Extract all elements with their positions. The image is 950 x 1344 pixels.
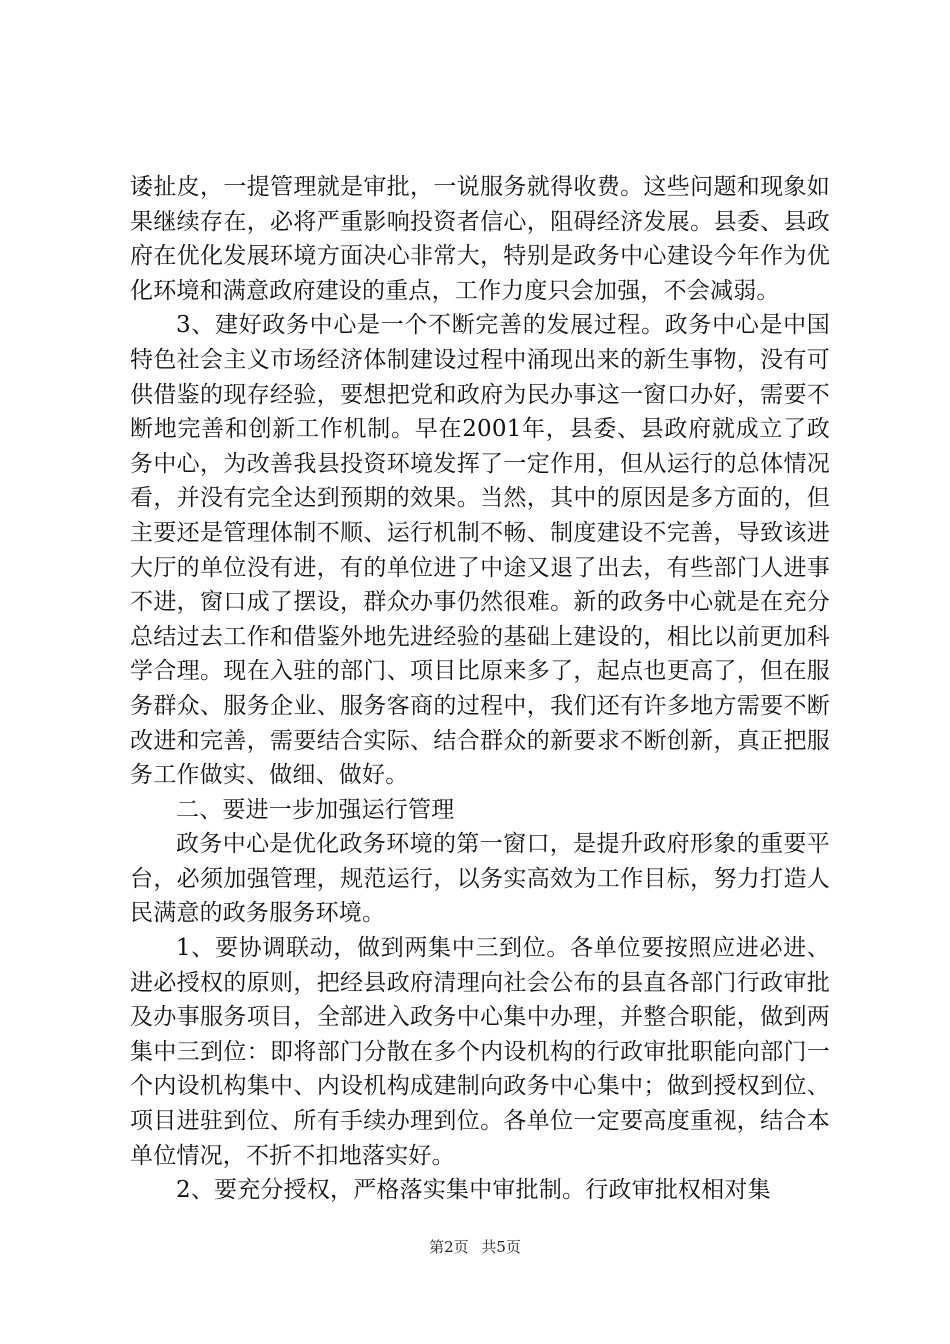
paragraph-section-intro: 政务中心是优化政务环境的第一窗口，是提升政府形象的重要平台，必须加强管理，规范运行，以务实高效为工作目标，努力打造人民满意的政务服务环境。 bbox=[130, 831, 830, 927]
page-footer bbox=[0, 1236, 950, 1257]
paragraph-point-1: 1、要协调联动，做到两集中三到位。各单位要按照应进必进、进必授权的原则，把经县政府清理向社会公布的县直各部门行政审批及办事服务项目，全部进入政务中心集中办理，并整合职能，做到两集中三到位：即将部门分散在多个内设机构的行政审批职能向部门一个内设机构集中、内设机构成建制向政务中心集中；做到授权到位、项目进驻到位、所有手续办理到位。各单位一定要高度重视，结合本单位情况，不折不扣地落实好。 bbox=[130, 935, 830, 1169]
page-number: 第2页 bbox=[429, 1238, 469, 1256]
section-heading: 二、要进一步加强运行管理 bbox=[176, 796, 455, 823]
document-body bbox=[130, 170, 830, 1208]
paragraph-point-3: 3、建好政务中心是一个不断完善的发展过程。政务中心是中国特色社会主义市场经济体制建设过程中涌现出来的新生事物，没有可供借鉴的现存经验，要想把党和政府为民办事这一窗口办好，需要不断地完善和创新工作机制。早在2001年，县委、县政府就成立了政务中心，为改善我县投资环境发挥了一定作用，但从运行的总体情况看，并没有完全达到预期的效果。当然，其中的原因是多方面的，但主要还是管理体制不顺、运行机制不畅、制度建设不完善，导致该进大厅的单位没有进，有的单位进了中途又退了出去，有些部门人进事不进，窗口成了摆设，群众办事仍然很难。新的政务中心就是在充分总结过去工作和借鉴外地先进经验的基础上建设的，相比以前更加科学合理。现在入驻的部门、项目比原来多了，起点也更高了，但在服务群众、服务企业、服务客商的过程中，我们还有许多地方需要不断改进和完善，需要结合实际、结合群众的新要求不断创新，真正把服务工作做实、做细、做好。 bbox=[130, 312, 830, 789]
paragraph-point-2: 2、要充分授权，严格落实集中审批制。行政审批权相对集 bbox=[176, 1177, 771, 1204]
page-total: 共5页 bbox=[481, 1238, 521, 1256]
paragraph-continuation: 诿扯皮，一提管理就是审批，一说服务就得收费。这些问题和现象如果继续存在，必将严重影响投资者信心，阻碍经济发展。县委、县政府在优化发展环境方面决心非常大，特别是政务中心建设今年作为优化环境和满意政府建设的重点，工作力度只会加强，不会减弱。 bbox=[130, 174, 830, 304]
